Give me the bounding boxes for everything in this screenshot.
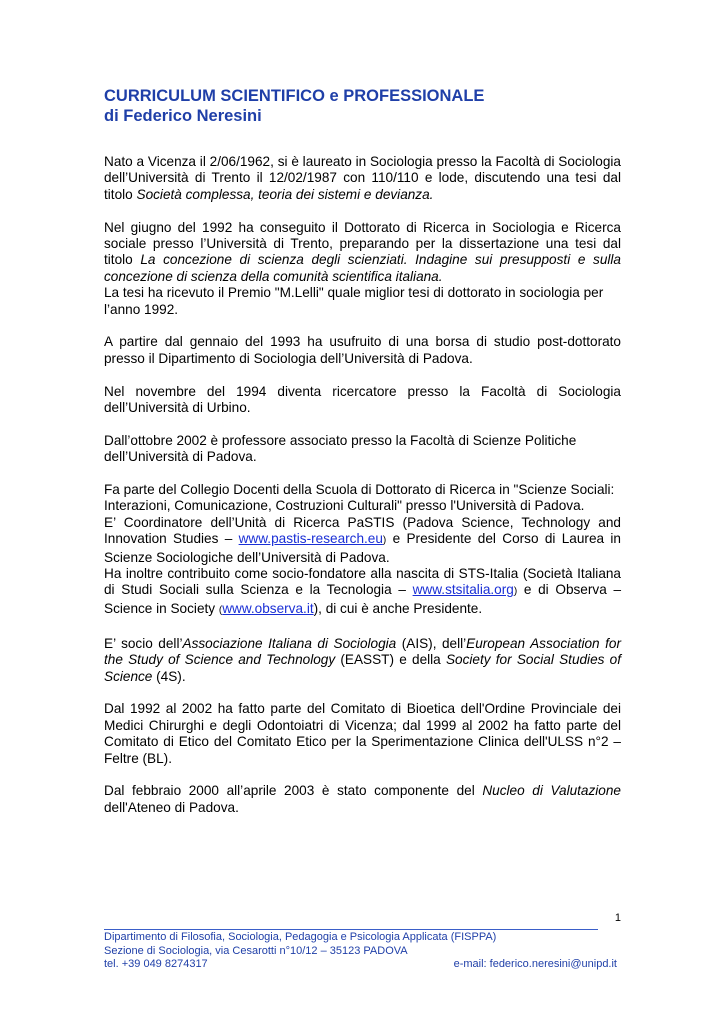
paragraph-birth-degree: Nato a Vicenza il 2/06/1962, si è laureato in Sociologia presso la Facoltà di Sociologia dell’Università di Trento il 12/02/1987 con 110/110 e lode, discutendo una tesi dal titolo Società complessa, teoria dei sistemi e devianza. <box>104 154 621 202</box>
footer-section-address: Sezione di Sociologia, via Cesarotti n°10/12 – 35123 PADOVA <box>104 944 408 957</box>
title-line-2: di Federico Neresini <box>104 107 262 125</box>
footer-phone: tel. +39 049 8274317 <box>104 958 208 971</box>
paragraph-doctoral-board: Fa parte del Collegio Docenti della Scuola di Dottorato di Ricerca in "Scienze Sociali: Interazioni, Comunicazione, Costruzioni Culturali" presso l'Università di Padova. <box>104 482 615 514</box>
observa-link[interactable]: www.observa.it <box>222 600 314 616</box>
pastis-link[interactable]: www.pastis-research.eu <box>238 531 383 547</box>
footer-department: Dipartimento di Filosofia, Sociologia, Pedagogia e Psicologia Applicata (FISPPA) <box>104 931 497 943</box>
document-body <box>104 154 621 816</box>
paragraph-phd: Nel giugno del 1992 ha conseguito il Dottorato di Ricerca in Sociologia e Ricerca sociale presso l’Università di Trento, preparando per la dissertazione una tesi dal titolo La concezione di scienza degli scienziati. Indagine sui presupposti e sulla concezione di scienza della comunità scientifica italiana. <box>104 219 621 284</box>
paragraph-associate-professor: Dall’ottobre 2002 è professore associato presso la Facoltà di Scienze Politiche dell’Università di Padova. <box>104 432 577 465</box>
page-number: 1 <box>614 912 621 924</box>
paragraph-researcher: Nel novembre del 1994 diventa ricercatore presso la Facoltà di Sociologia dell’Università di Urbino. <box>104 383 621 416</box>
paragraph-associations: E’ socio dell’Associazione Italiana di Sociologia (AIS), dell’European Association for the Study of Science and Technology (EASST) e della Society for Social Studies of Science (4S). <box>104 635 621 684</box>
paragraph-bioethics: Dal 1992 al 2002 ha fatto parte del Comitato di Bioetica dell'Ordine Provinciale dei Medici Chirurghi e degli Odontoiatri di Vicenza; dal 1999 al 2002 ha fatto parte del Comitato di Etico del Comitato Etico per la Sperimentazione Clinica dell'ULSS n°2 – Feltre (BL). <box>104 701 621 766</box>
title-line-1: CURRICULUM SCIENTIFICO e PROFESSIONALE <box>104 87 485 105</box>
footer-divider <box>104 929 598 930</box>
stsitalia-link[interactable]: www.stsitalia.org <box>412 582 514 598</box>
paragraph-pastis: E’ Coordinatore dell’Unità di Ricerca PaSTIS (Padova Science, Technology and Innovation Studies – www.pastis-research.eu) e Presidente del Corso di Laurea in Scienze Sociologiche dell’Università di Padova. <box>104 514 621 565</box>
paragraph-postdoc: A partire dal gennaio del 1993 ha usufruito di una borsa di studio post-dottorato presso il Dipartimento di Sociologia dell’Università di Padova. <box>104 334 621 366</box>
paragraph-phd-award: La tesi ha ricevuto il Premio "M.Lelli" quale miglior tesi di dottorato in sociologia per l’anno 1992. <box>104 285 604 317</box>
footer-contact <box>104 958 621 972</box>
paragraph-evaluation: Dal febbraio 2000 all’aprile 2003 è stato componente del Nucleo di Valutazione dell'Ateneo di Padova. <box>104 783 621 815</box>
paragraph-sts-italia: Ha inoltre contribuito come socio-fondatore alla nascita di STS-Italia (Società Italiana di Studi Sociali sulla Scienza e la Tecnologia – www.stsitalia.org) e di Observa – Science in Society (www.observa.it), di cui è anche Presidente. <box>104 566 622 616</box>
footer-email[interactable]: e-mail: federico.neresini@unipd.it <box>453 958 617 971</box>
footer-address <box>104 931 621 972</box>
document-title <box>104 86 644 126</box>
